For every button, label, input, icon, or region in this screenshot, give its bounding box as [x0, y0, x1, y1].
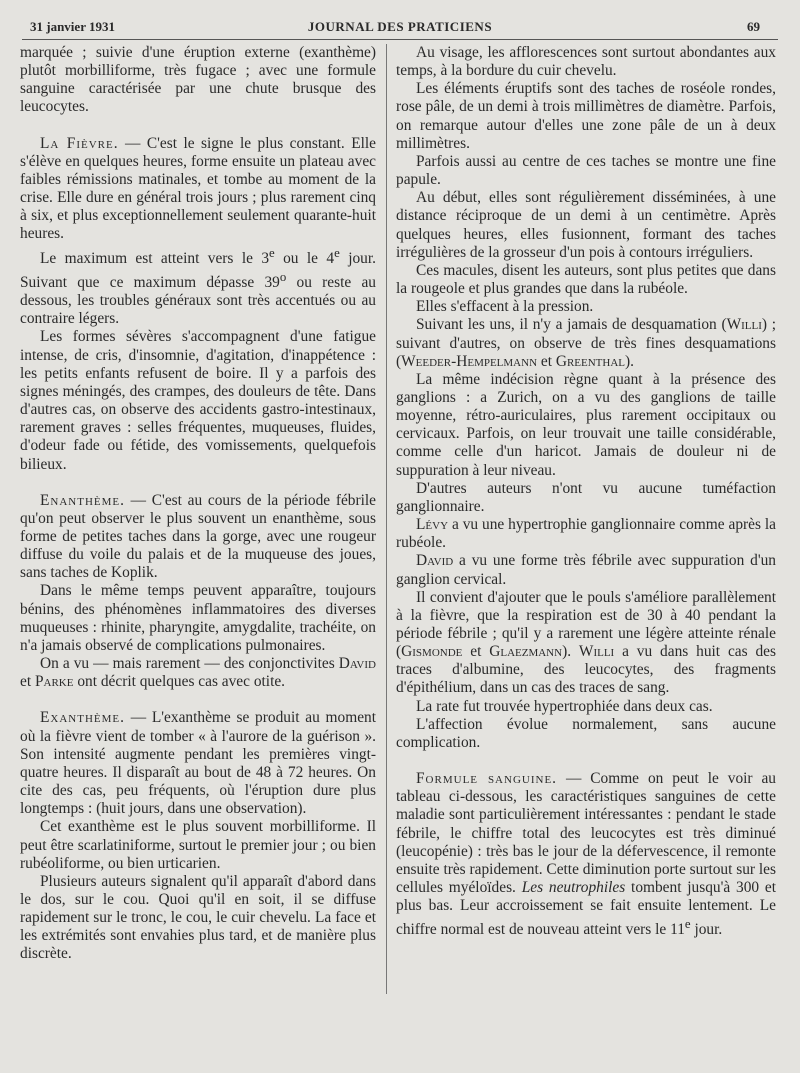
author-name: David	[338, 655, 376, 673]
section-heading: Formule sanguine.	[416, 770, 558, 788]
paragraph	[20, 655, 376, 691]
text-span: Le maximum est atteint vers le 3	[40, 249, 270, 267]
superscript: e	[684, 917, 691, 932]
text-span: Il convient d'ajouter que le pouls s'améliore parallèlement à la fièvre, que la respiration est de 30 à 40 pendant la période fébrile ; qu'il y a rarement une légère atteinte rénale (	[396, 588, 776, 661]
text-span: ).	[625, 352, 634, 370]
paragraph: La même indécision règne quant à la présence des ganglions : a Zurich, on a vu des ganglions de taille moyenne, rétro-auriculaires, plus rarement occipitaux ou cervicaux. Parfois, on leur trouvait une taille considérable, comme celle d'un haricot. Jamais de douleur ni de suppuration à leur niveau.	[396, 370, 776, 479]
section-enantheme	[20, 492, 376, 583]
paragraph: Au début, elles sont régulièrement disséminées, à une distance réciproque de un demi à un centimètre. Après quelques heures, elles fusionnent, formant des taches irrégulières de la grosseur d'un pois à contours irréguliers.	[396, 189, 776, 261]
paragraph-text: — C'est au cours de la période fébrile qu'on peut observer le plus souvent un enanthème, sous forme de petites taches dans la gorge, avec une rougeur diffuse du voile du palais et de la muqueuse des joues, sans taches de Koplik.	[20, 491, 376, 582]
text-span: ou le 4	[274, 249, 335, 267]
text-span: ou reste au dessous, les troubles généraux sont très accentués ou au contraire légers.	[20, 273, 376, 328]
section-formule-sanguine	[396, 770, 776, 940]
text-span: a vu dans huit cas des traces d'albumine, des leucocytes, des fragments d'épithélium, dans un cas des traces de sang.	[396, 643, 776, 697]
text-span: a vu une hypertrophie ganglionnaire comme après la rubéole.	[396, 516, 776, 552]
author-name: Greenthal	[555, 352, 625, 370]
paragraph: Ces macules, disent les auteurs, sont plus petites que dans la rougeole et plus grandes que dans la rubéole.	[396, 261, 776, 298]
paragraph-text: — L'exanthème se produit au moment où la fièvre vient de tomber « à l'aurore de la guérison ». Son intensité augmente pendant les premières vingt-quatre heures. Il disparaît au bout de 48 à 72 heures. On cite des cas, peu fréquents, où l'éruption dure plus longtemps : (huit jours, dans une observation).	[20, 709, 376, 818]
paragraph-text: — Comme on peut le voir au tableau ci-dessous, les caractéristiques sanguines de cette maladie sont particulièrement intéressantes : pendant le stade fébrile, le chiffre total des leucocytes est très diminué (leucopénie) : très bas le jour de la défervescence, il remonte ensuite très rapidement. Cette diminution porte surtout sur les cellules myéloïdes.	[396, 770, 777, 897]
paragraph	[396, 552, 776, 588]
paragraph: Plusieurs auteurs signalent qu'il apparaît d'abord dans le dos, sur le cou. Quoi qu'il en soit, il se diffuse rapidement sur le tronc, le cou, le cuir chevelu. La face et les extrémités sont envahies plus tard, et de manière plus discrète.	[20, 872, 376, 963]
paragraph: marquée ; suivie d'une éruption externe (exanthème) plutôt morbilliforme, très fugace ; avec une formule sanguine caractérisée par une chute brusque des leucocytes.	[20, 44, 376, 116]
text-span: et	[537, 352, 556, 370]
section-heading: Enanthème.	[40, 491, 125, 509]
paragraph	[396, 589, 776, 698]
author-name: Willi	[726, 316, 762, 334]
paragraph: Les éléments éruptifs sont des taches de roséole rondes, rose pâle, de un demi à trois millimètres de diamètre. Parfois, on remarque autour d'elles une zone pâle de un à deux millimètres.	[396, 80, 776, 152]
paragraph: Dans le même temps peuvent apparaître, toujours bénins, des phénomènes inflammatoires des diverses muqueuses : rhinite, pharyngite, amygdalite, trachéite, on n'a jamais observé de complications pulmonaires.	[20, 582, 376, 654]
paragraph	[396, 516, 776, 552]
text-span: ont décrit quelques cas avec otite.	[73, 673, 286, 691]
author-name: Weeder-Hempelmann	[401, 352, 538, 370]
section-fievre	[20, 135, 376, 244]
superscript: e	[269, 245, 275, 260]
text-span: tombent jusqu'à 300 et plus bas. Leur accroissement se fait ensuite lentement. Le chiffre normal est de nouveau atteint vers le 11	[396, 879, 776, 939]
column-divider	[386, 44, 387, 994]
text-span: a vu une forme très fébrile avec suppuration d'un ganglion cervical.	[396, 552, 776, 588]
text-span: On a vu — mais rarement — des conjonctivites	[40, 655, 339, 673]
author-name: Lévy	[416, 516, 449, 534]
right-column	[396, 44, 776, 940]
paragraph: Au visage, les afflorescences sont surtout abondantes aux temps, à la bordure du cuir chevelu.	[396, 44, 776, 80]
author-name: David	[416, 552, 454, 570]
paragraph-text: — C'est le signe le plus constant. Elle s'élève en quelques heures, forme ensuite un plateau avec faibles rémissions matinales, et tombe au moment de la crise. Elle dure en général trois jours ; plus rarement cinq à six, et plus exceptionnellement seulement quarante-huit heures.	[20, 134, 376, 243]
text-span: et	[462, 643, 490, 661]
author-name: Gismonde	[401, 643, 463, 661]
paragraph: La rate fut trouvée hypertrophiée dans deux cas.	[416, 697, 713, 715]
left-column	[20, 44, 376, 964]
author-name: Glaezmann	[489, 643, 563, 661]
paragraph: Elles s'effacent à la pression.	[416, 298, 594, 316]
superscript: o	[279, 269, 287, 284]
issue-date: 31 janvier 1931	[30, 19, 115, 34]
text-span: ).	[562, 643, 579, 661]
text-span: jour. Suivant que ce maximum dépasse 39	[20, 249, 376, 291]
section-exantheme	[20, 709, 376, 818]
section-heading: Exanthème.	[40, 709, 125, 727]
superscript: e	[334, 245, 340, 260]
paragraph: Les formes sévères s'accompagnent d'une fatigue intense, de cris, d'insomnie, d'agitation, d'inappétence : les petits enfants refusent de boire. Il y a parfois des signes méningés, des crampes, des douleurs de tête. Dans d'autres cas, on observe des accidents gastro-intestinaux, rarement graves : selles fréquentes, muqueuses, fluides, d'odeur fade ou fétide, des vomissements, quelquefois bilieux.	[20, 328, 376, 473]
author-name: Willi	[578, 643, 615, 661]
section-heading: La Fièvre.	[40, 134, 119, 152]
paragraph	[20, 244, 376, 329]
text-span: Suivant les uns, il n'y a jamais de desquamation (	[416, 316, 727, 334]
page-header	[30, 16, 770, 36]
journal-title: JOURNAL DES PRATICIENS	[307, 19, 493, 34]
text-span: et	[20, 673, 35, 691]
paragraph: Cet exanthème est le plus souvent morbilliforme. Il peut être scarlatiniforme, surtout le premier jour ; ou bien rubéoliforme, ou bien urticarien.	[20, 818, 376, 872]
paragraph: D'autres auteurs n'ont vu aucune tuméfaction ganglionnaire.	[396, 479, 776, 515]
paragraph	[396, 316, 776, 370]
text-span: jour.	[690, 921, 723, 939]
page-number: 69	[747, 19, 760, 34]
paragraph: L'affection évolue normalement, sans aucune complication.	[396, 715, 776, 751]
author-name: Parke	[34, 673, 74, 691]
emphasis: Les neutrophiles	[521, 879, 626, 897]
paragraph: Parfois aussi au centre de ces taches se montre une fine papule.	[396, 152, 776, 189]
text-span: ) ; suivant d'autres, on observe de très fines desquamations (	[396, 316, 777, 370]
header-rule	[22, 39, 778, 40]
